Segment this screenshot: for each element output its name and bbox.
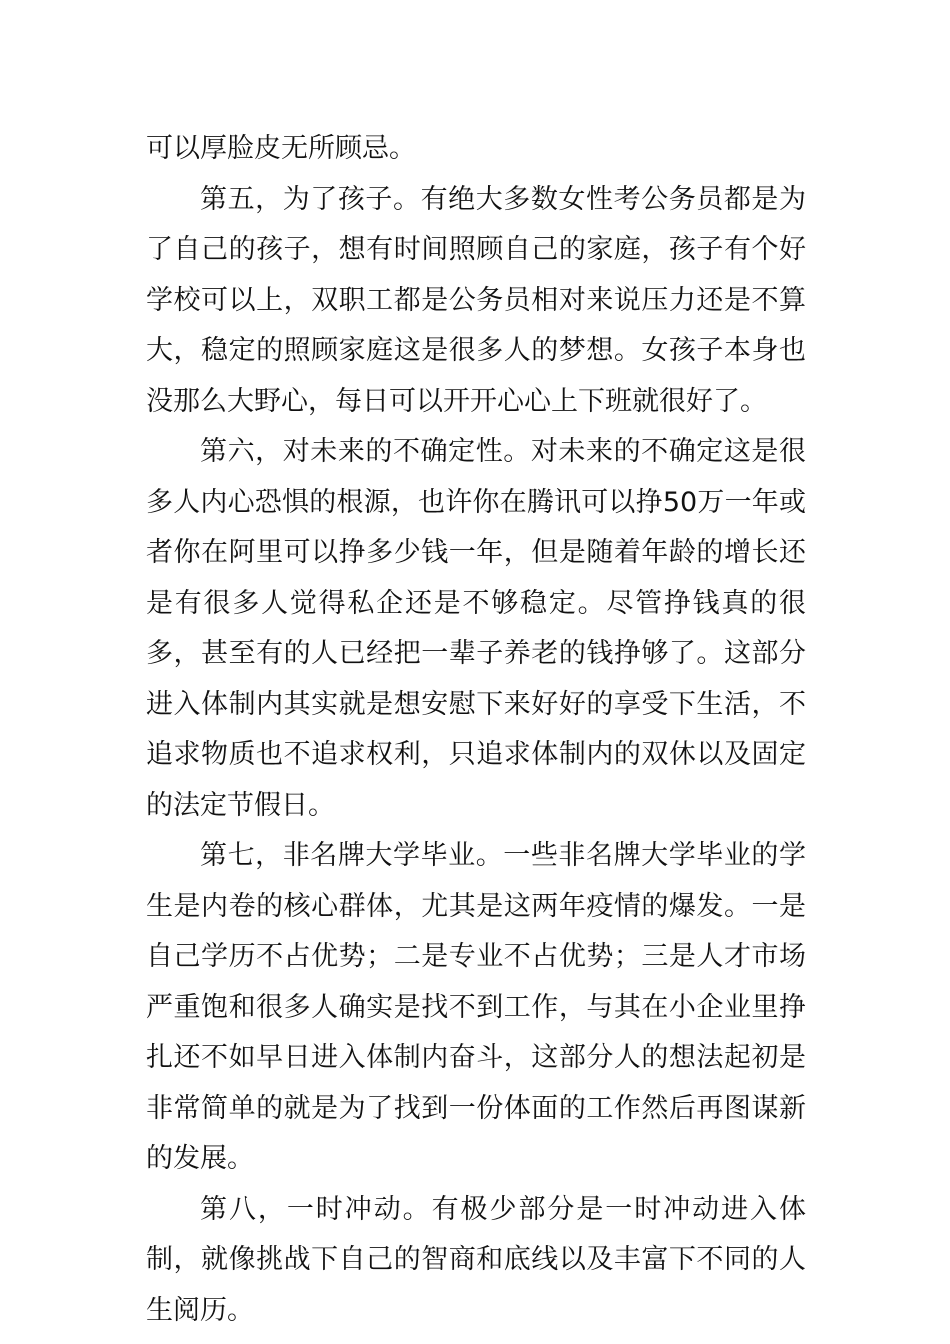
body-text — [146, 124, 806, 1336]
paragraph-eighth-reason: 第八，一时冲动。有极少部分是一时冲动进入体制，就像挑战下自己的智商和底线以及丰富下不同的人生阅历。 — [146, 1193, 806, 1326]
paragraph-continuation: 可以厚脸皮无所顾忌。 — [146, 133, 416, 164]
paragraph-fifth-reason: 第五，为了孩子。有绝大多数女性考公务员都是为了自己的孩子，想有时间照顾自己的家庭，孩子有个好学校可以上，双职工都是公务员相对来说压力还是不算大，稳定的照顾家庭这是很多人的梦想。女孩子本身也没那么大野心，每日可以开开心心上下班就很好了。 — [146, 183, 806, 417]
paragraph-seventh-reason: 第七，非名牌大学毕业。一些非名牌大学毕业的学生是内卷的核心群体，尤其是这两年疫情的爆发。一是自己学历不占优势；二是专业不占优势；三是人才市场严重饱和很多人确实是找不到工作，与其在小企业里挣扎还不如早日进入体制内奋斗，这部分人的想法起初是非常简单的就是为了找到一份体面的工作然后再图谋新的发展。 — [146, 840, 806, 1174]
paragraph-sixth-reason: 第六，对未来的不确定性。对未来的不确定这是很多人内心恐惧的根源，也许你在腾讯可以挣50万一年或者你在阿里可以挣多少钱一年，但是随着年龄的增长还是有很多人觉得私企还是不够稳定。尽管挣钱真的很多，甚至有的人已经把一辈子养老的钱挣够了。这部分进入体制内其实就是想安慰下来好好的享受下生活，不追求物质也不追求权利，只追求体制内的双休以及固定的法定节假日。 — [146, 436, 806, 821]
